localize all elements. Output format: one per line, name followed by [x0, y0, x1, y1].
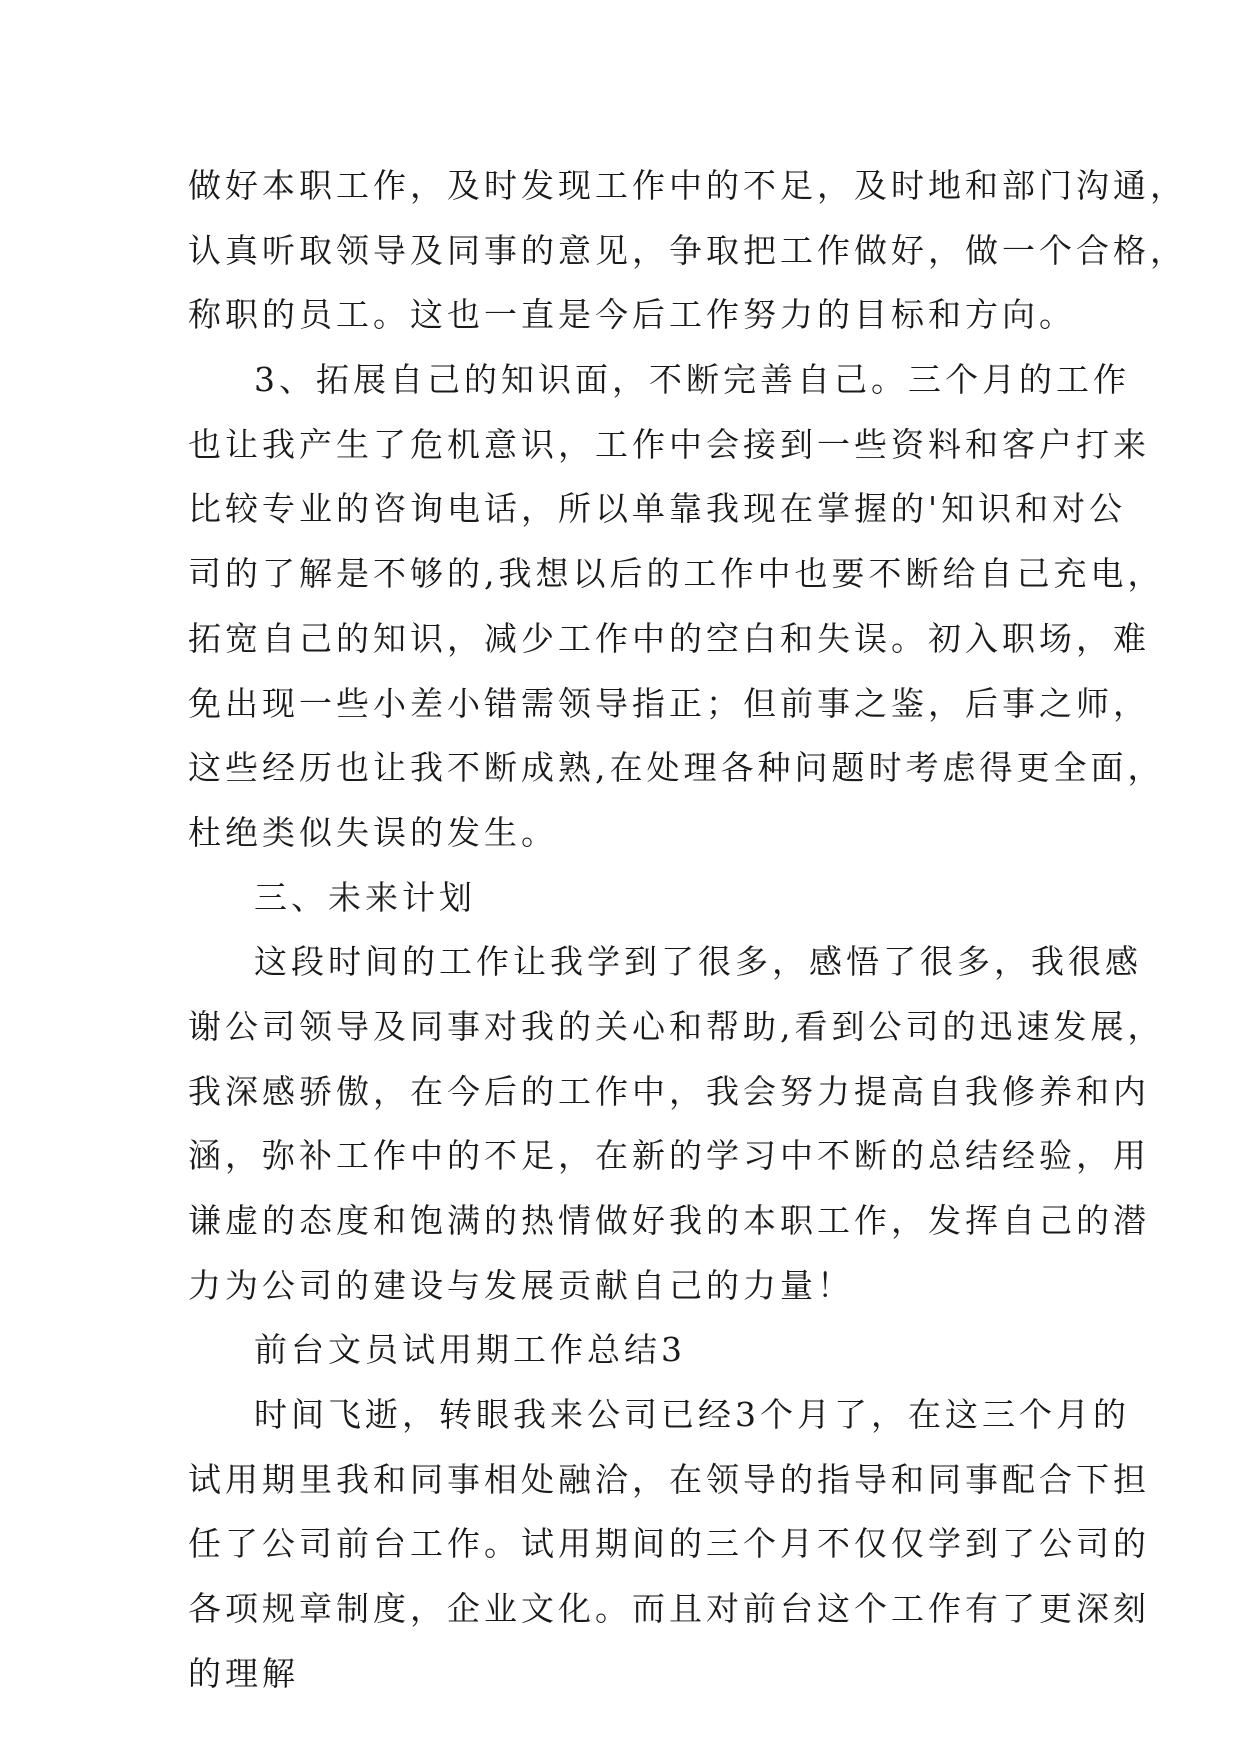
text-line: 认真听取领导及同事的意见，争取把工作做好，做一个合格，	[188, 230, 1187, 270]
text-line: 司的了解是不够的,我想以后的工作中也要不断给自己充电，	[188, 554, 1165, 594]
text-line: 做好本职工作，及时发现工作中的不足，及时地和部门沟通，	[188, 166, 1187, 205]
text-line: 也让我产生了危机意识，工作中会接到一些资料和客户打来	[188, 424, 1150, 464]
paragraph-start-line: 这段时间的工作让我学到了很多，感悟了很多，我很感	[254, 942, 1142, 982]
text-line: 免出现一些小差小错需领导指正；但前事之鉴，后事之师，	[188, 683, 1150, 723]
text-line: 涵，弥补工作中的不足，在新的学习中不断的总结经验，用	[188, 1136, 1150, 1176]
text-line: 谦虚的态度和饱满的热情做好我的本职工作，发挥自己的潜	[188, 1201, 1150, 1240]
article-title: 前台文员试用期工作总结3	[254, 1330, 686, 1370]
section-heading: 三、未来计划	[254, 877, 476, 917]
paragraph-start-line: 3、拓展自己的知识面，不断完善自己。三个月的工作	[254, 360, 1130, 400]
text-line: 比较专业的咨询电话，所以单靠我现在掌握的'知识和对公	[188, 489, 1127, 529]
paragraph-start-line: 时间飞逝，转眼我来公司已经3个月了，在这三个月的	[254, 1395, 1130, 1435]
document-body	[188, 154, 1187, 1707]
text-line: 杜绝类似失误的发生。	[188, 812, 558, 852]
text-line: 的理解	[188, 1653, 299, 1693]
text-line: 各项规章制度，企业文化。而且对前台这个工作有了更深刻	[188, 1589, 1150, 1629]
text-line: 力为公司的建设与发展贡献自己的力量！	[188, 1265, 854, 1305]
text-line: 试用期里我和同事相处融洽，在领导的指导和同事配合下担	[188, 1459, 1150, 1499]
text-line: 称职的员工。这也一直是今后工作努力的目标和方向。	[188, 295, 1076, 335]
text-line: 拓宽自己的知识，减少工作中的空白和失误。初入职场，难	[188, 618, 1150, 658]
text-line: 这些经历也让我不断成熟,在处理各种问题时考虑得更全面，	[188, 748, 1165, 788]
text-line: 谢公司领导及同事对我的关心和帮助,看到公司的迅速发展，	[188, 1006, 1165, 1046]
text-line: 任了公司前台工作。试用期间的三个月不仅仅学到了公司的	[188, 1524, 1150, 1564]
text-line: 我深感骄傲，在今后的工作中，我会努力提高自我修养和内	[188, 1071, 1150, 1111]
